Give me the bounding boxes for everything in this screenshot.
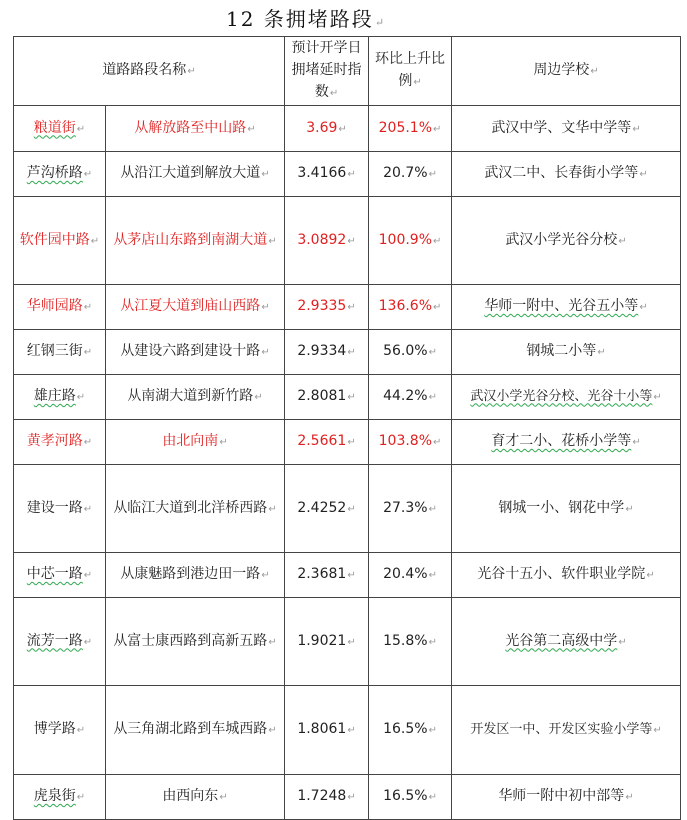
table-row (14, 285, 681, 330)
segment-cell: 从建设六路到建设十路↵ (106, 330, 285, 375)
road-cell: 虎泉街↵ (14, 775, 106, 820)
schools-cell: 钢城二小等↵ (452, 330, 681, 375)
segment-cell: 从康魅路到港边田一路↵ (106, 553, 285, 598)
schools-cell: 武汉小学光谷分校、光谷十小等↵ (452, 375, 681, 420)
ratio-cell: 56.0%↵ (369, 330, 452, 375)
segment-cell: 从临江大道到北洋桥西路↵ (106, 465, 285, 553)
index-cell: 3.4166↵ (285, 152, 369, 197)
header-schools: 周边学校↵ (452, 37, 681, 106)
header-ratio: 环比上升比例↵ (369, 37, 452, 106)
segment-cell: 从茅店山东路到南湖大道↵ (106, 197, 285, 285)
segment-cell: 从沿江大道到解放大道↵ (106, 152, 285, 197)
schools-cell: 钢城一小、钢花中学↵ (452, 465, 681, 553)
schools-cell: 华师一附中初中部等↵ (452, 775, 681, 820)
document-title (226, 6, 386, 32)
table-row (14, 152, 681, 197)
index-cell: 2.3681↵ (285, 553, 369, 598)
segment-cell: 从富士康西路到高新五路↵ (106, 598, 285, 686)
road-cell: 软件园中路↵ (14, 197, 106, 285)
ratio-cell: 100.9%↵ (369, 197, 452, 285)
ratio-cell: 205.1%↵ (369, 106, 452, 152)
index-cell: 2.5661↵ (285, 420, 369, 465)
road-cell: 流芳一路↵ (14, 598, 106, 686)
table-row (14, 553, 681, 598)
schools-cell: 武汉中学、文华中学等↵ (452, 106, 681, 152)
segment-cell: 由西向东↵ (106, 775, 285, 820)
segment-cell: 从三角湖北路到车城西路↵ (106, 686, 285, 775)
table-row (14, 465, 681, 553)
table-row (14, 106, 681, 152)
table-row (14, 686, 681, 775)
ratio-cell: 103.8%↵ (369, 420, 452, 465)
schools-cell: 育才二小、花桥小学等↵ (452, 420, 681, 465)
schools-cell: 开发区一中、开发区实验小学等↵ (452, 686, 681, 775)
index-cell: 1.7248↵ (285, 775, 369, 820)
ratio-cell: 16.5%↵ (369, 686, 452, 775)
schools-cell: 光谷十五小、软件职业学院↵ (452, 553, 681, 598)
ratio-cell: 15.8%↵ (369, 598, 452, 686)
table-row (14, 197, 681, 285)
road-cell: 华师园路↵ (14, 285, 106, 330)
paragraph-mark-icon: ↵ (374, 16, 387, 29)
congestion-table (13, 36, 681, 820)
table-header-row (14, 37, 681, 106)
document-title-text: 12 条拥堵路段 (226, 7, 374, 31)
index-cell: 3.0892↵ (285, 197, 369, 285)
road-cell: 中芯一路↵ (14, 553, 106, 598)
ratio-cell: 20.4%↵ (369, 553, 452, 598)
ratio-cell: 27.3%↵ (369, 465, 452, 553)
segment-cell: 从解放路至中山路↵ (106, 106, 285, 152)
segment-cell: 从南湖大道到新竹路↵ (106, 375, 285, 420)
table-row (14, 375, 681, 420)
index-cell: 3.69↵ (285, 106, 369, 152)
ratio-cell: 44.2%↵ (369, 375, 452, 420)
index-cell: 2.9334↵ (285, 330, 369, 375)
ratio-cell: 16.5%↵ (369, 775, 452, 820)
road-cell: 红钢三街↵ (14, 330, 106, 375)
segment-cell: 从江夏大道到庙山西路↵ (106, 285, 285, 330)
table-row (14, 598, 681, 686)
road-cell: 芦沟桥路↵ (14, 152, 106, 197)
index-cell: 2.8081↵ (285, 375, 369, 420)
table-row (14, 775, 681, 820)
schools-cell: 光谷第二高级中学↵ (452, 598, 681, 686)
ratio-cell: 20.7%↵ (369, 152, 452, 197)
index-cell: 1.8061↵ (285, 686, 369, 775)
table-row (14, 330, 681, 375)
road-cell: 粮道街↵ (14, 106, 106, 152)
header-index: 预计开学日拥堵延时指数↵ (285, 37, 369, 106)
header-road-name: 道路路段名称↵ (14, 37, 285, 106)
road-cell: 博学路↵ (14, 686, 106, 775)
schools-cell: 华师一附中、光谷五小等↵ (452, 285, 681, 330)
schools-cell: 武汉二中、长春街小学等↵ (452, 152, 681, 197)
segment-cell: 由北向南↵ (106, 420, 285, 465)
road-cell: 建设一路↵ (14, 465, 106, 553)
ratio-cell: 136.6%↵ (369, 285, 452, 330)
index-cell: 2.4252↵ (285, 465, 369, 553)
table-row (14, 420, 681, 465)
schools-cell: 武汉小学光谷分校↵ (452, 197, 681, 285)
index-cell: 2.9335↵ (285, 285, 369, 330)
index-cell: 1.9021↵ (285, 598, 369, 686)
road-cell: 黄孝河路↵ (14, 420, 106, 465)
road-cell: 雄庄路↵ (14, 375, 106, 420)
